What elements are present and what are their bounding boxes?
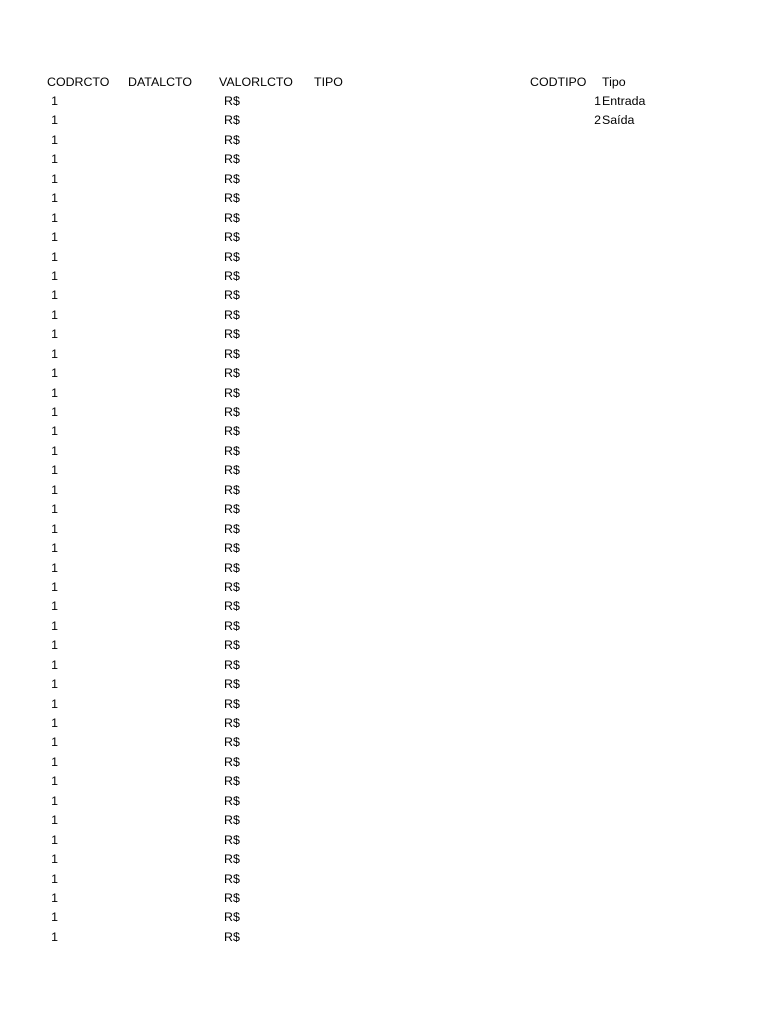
cell-tipo: 1 [51,521,58,536]
cell-tipo: 1 [51,405,58,419]
table-row [0,850,420,869]
cell-tipo: 1 [51,638,58,653]
cell-tipo: 1 [51,132,58,147]
cell-currency: R$ [224,424,240,439]
header-codrcto: CODRCTO [47,74,110,89]
table-row [0,908,420,927]
cell-tipo: 1 [51,385,58,400]
cell-currency: R$ [224,890,240,905]
cell-currency: R$ [224,560,240,575]
table-row [0,286,420,305]
cell-tipo: 1 [51,657,58,672]
cell-currency: R$ [224,191,240,206]
cell-tipo: 1 [51,677,58,692]
table-row [0,248,420,267]
cell-tipo: 1 [51,210,58,225]
cell-currency: R$ [224,502,240,517]
cell-tipo: 1 [51,890,58,905]
table-row [0,617,420,636]
cell-currency: R$ [224,716,240,730]
cell-currency: R$ [224,210,240,225]
table-row [0,656,420,675]
table-row [0,345,420,364]
cell-currency: R$ [224,443,240,458]
cell-currency: R$ [224,482,240,497]
cell-tipo: 1 [51,482,58,497]
cell-tipo: 1 [51,230,58,245]
table-row [0,714,420,733]
table-row [0,384,420,403]
table-row [0,131,420,150]
cell-tipo: 1 [51,171,58,186]
table-row [0,364,420,383]
table-row [0,811,420,830]
table-row [0,578,420,597]
cell-tipo: 1 [51,929,58,944]
table-row [0,189,420,208]
table-row [0,150,420,169]
cell-currency: R$ [224,910,240,925]
table-row [0,422,420,441]
cell-tipo: 1 [51,288,58,303]
cell-currency: R$ [224,521,240,536]
cell-currency: R$ [224,657,240,672]
cell-currency: R$ [224,618,240,633]
table-row [0,539,420,558]
cell-currency: R$ [224,774,240,789]
table-row [0,792,420,811]
cell-tipo: 1 [51,871,58,886]
table-row [0,831,420,850]
cell-currency: R$ [224,696,240,711]
table-row [0,500,420,519]
cell-tipo: 1 [51,502,58,517]
cell-tipo: 1 [51,793,58,808]
cell-tipo: 1 [51,463,58,478]
table-row [0,597,420,616]
table-row [0,209,420,228]
cell-tipo: 1 [51,560,58,575]
cell-tipo: 1 [51,618,58,633]
cell-codtipo: 1 [594,94,601,108]
cell-currency: R$ [224,793,240,808]
table-row [0,928,420,947]
table-row [0,695,420,714]
data-rows [0,92,420,947]
cell-tipo: 1 [51,94,58,108]
cell-tipo: 1 [51,366,58,381]
table-row [0,889,420,908]
cell-currency: R$ [224,638,240,653]
table-row [0,325,420,344]
cell-tipo: 1 [51,152,58,167]
cell-tipo: 1 [51,910,58,925]
cell-tipo: 1 [51,191,58,206]
cell-tipo: 1 [51,541,58,556]
cell-tipo: 1 [51,754,58,769]
cell-tipo: 1 [51,579,58,594]
cell-currency: R$ [224,405,240,419]
table-row [0,403,420,422]
cell-currency: R$ [224,832,240,847]
lookup-row [0,111,768,130]
cell-currency: R$ [224,307,240,322]
header-tipo: TIPO [314,74,343,89]
cell-tipo: 1 [51,774,58,789]
cell-currency: R$ [224,735,240,750]
cell-tipo: 1 [51,813,58,828]
table-row [0,481,420,500]
header-valorlcto: VALORLCTO [219,74,293,89]
table-row [0,170,420,189]
table-row [0,753,420,772]
table-row [0,636,420,655]
cell-currency: R$ [224,852,240,867]
cell-currency: R$ [224,541,240,556]
cell-tipo: 1 [51,113,58,128]
cell-tipo: 1 [51,832,58,847]
cell-tipo: 1 [51,307,58,322]
cell-tipo: 1 [51,268,58,283]
header-datalcto: DATALCTO [128,74,193,89]
header-codtipo: CODTIPO [530,74,587,89]
cell-tipo: 1 [51,599,58,614]
table-row [0,733,420,752]
cell-currency: R$ [224,463,240,478]
cell-currency: R$ [224,929,240,944]
table-row [0,461,420,480]
cell-currency: R$ [224,677,240,692]
cell-tipo-desc: Saída [602,113,635,128]
cell-tipo: 1 [51,327,58,342]
cell-tipo: 1 [51,424,58,439]
cell-currency: R$ [224,579,240,594]
tipo-lookup-rows [0,92,768,131]
cell-tipo: 1 [51,249,58,264]
cell-tipo: 1 [51,443,58,458]
cell-currency: R$ [224,288,240,303]
cell-tipo: 1 [51,696,58,711]
cell-tipo-desc: Entrada [602,94,646,108]
table-row [0,267,420,286]
table-row [0,228,420,247]
cell-currency: R$ [224,813,240,828]
cell-currency: R$ [224,152,240,167]
cell-currency: R$ [224,94,240,108]
cell-currency: R$ [224,230,240,245]
table-row [0,675,420,694]
cell-currency: R$ [224,754,240,769]
table-row [0,442,420,461]
cell-tipo: 1 [51,852,58,867]
cell-currency: R$ [224,346,240,361]
cell-codtipo: 2 [594,113,601,128]
cell-currency: R$ [224,113,240,128]
cell-currency: R$ [224,249,240,264]
lookup-row [0,92,768,111]
cell-tipo: 1 [51,735,58,750]
cell-currency: R$ [224,871,240,886]
table-row [0,870,420,889]
cell-currency: R$ [224,268,240,283]
cell-currency: R$ [224,132,240,147]
table-row [0,772,420,791]
table-row [0,520,420,539]
cell-tipo: 1 [51,346,58,361]
cell-tipo: 1 [51,716,58,730]
header-tipo-desc: Tipo [602,74,626,89]
cell-currency: R$ [224,327,240,342]
cell-currency: R$ [224,366,240,381]
table-row [0,559,420,578]
cell-currency: R$ [224,385,240,400]
cell-currency: R$ [224,171,240,186]
cell-currency: R$ [224,599,240,614]
table-row [0,306,420,325]
